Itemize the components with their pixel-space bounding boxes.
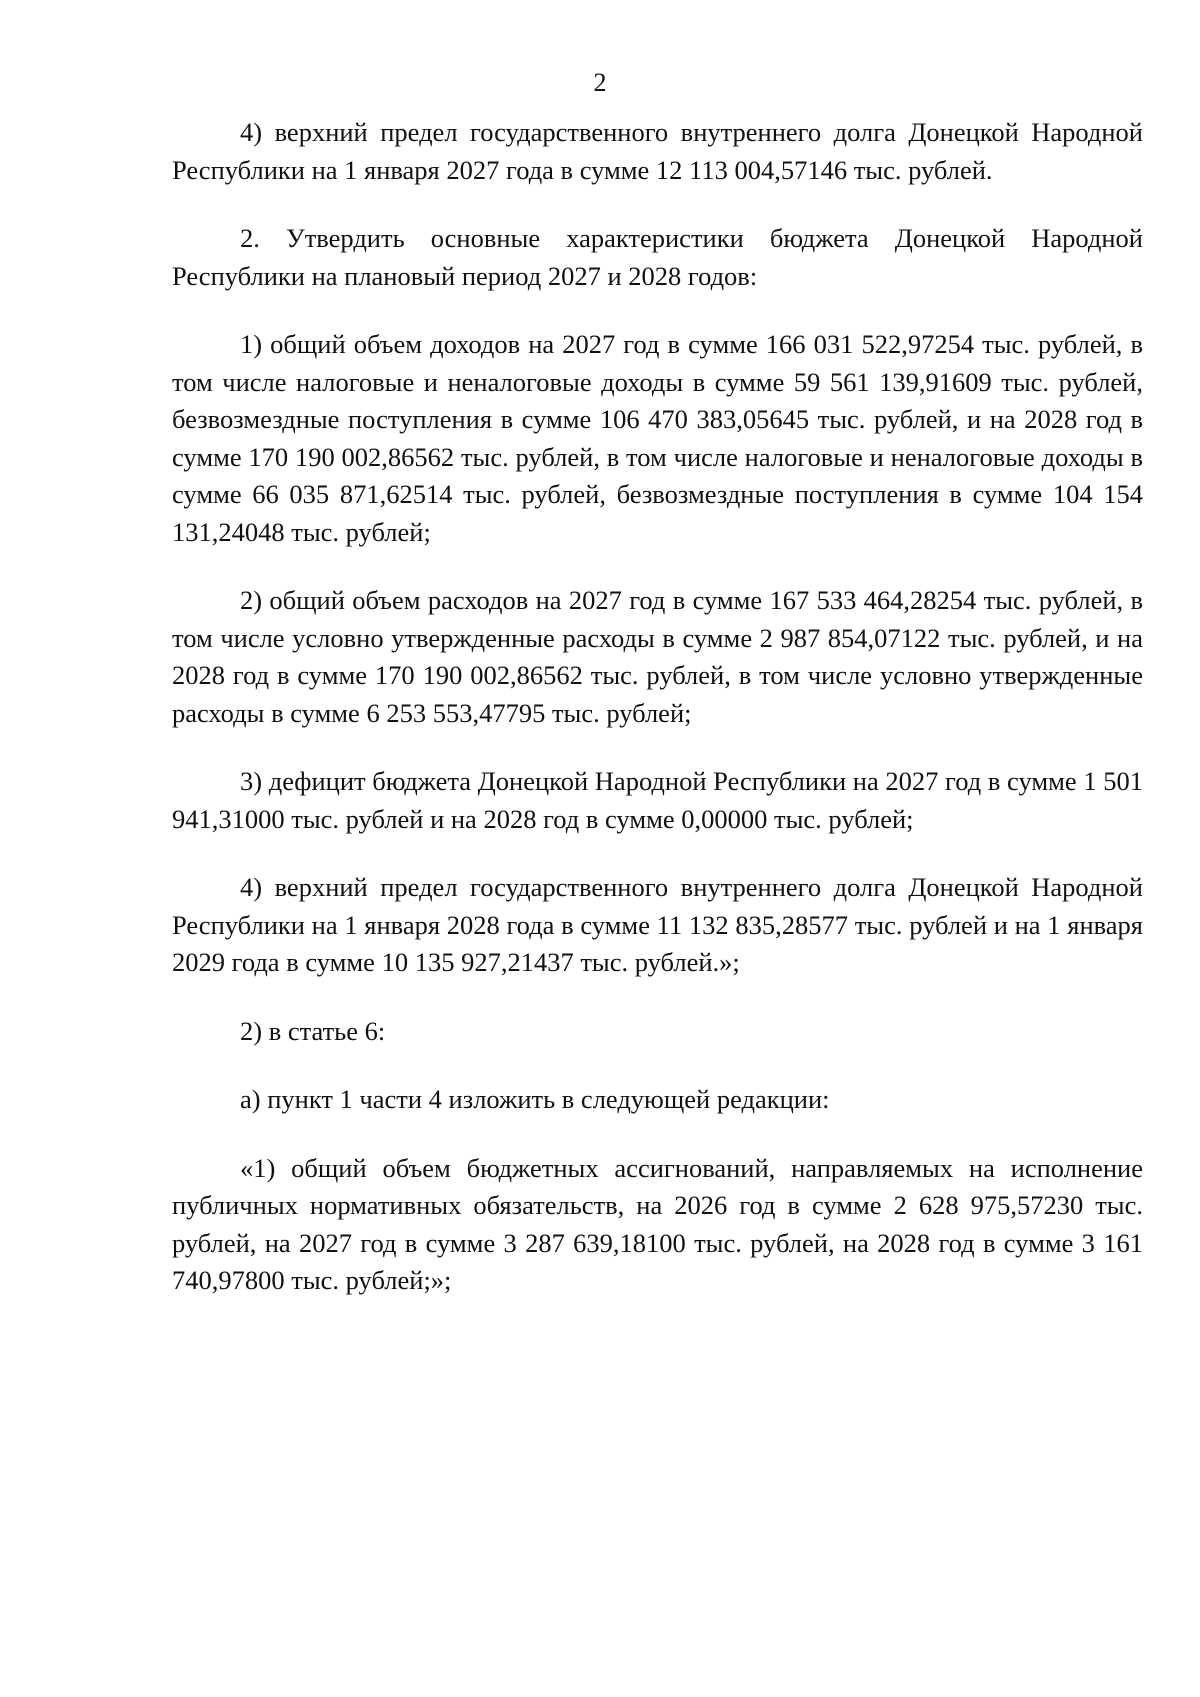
paragraph-budget-deficit: 3) дефицит бюджета Донецкой Народной Республики на 2027 год в сумме 1 501 941,31000 тыс. рублей и на 2028 год в сумме 0,00000 тыс. рублей; (172, 766, 1143, 834)
paragraph-debt-limit-2027: 4) верхний предел государственного внутреннего долга Донецкой Народной Республики на 1 января 2027 года в сумме 12 113 004,57146 тыс. рублей. (172, 117, 1143, 185)
page-number: 2 (593, 68, 607, 97)
paragraph-public-obligations: «1) общий объем бюджетных ассигнований, направляемых на исполнение публичных нормативных обязательств, на 2026 год в сумме 2 628 975,57230 тыс. рублей, на 2027 год в сумме 3 287 639,18100 тыс. рублей, на 2028 год в сумме 3 161 740,97800 тыс. рублей;»; (172, 1152, 1143, 1295)
paragraph-article-6: 2) в статье 6: (240, 1015, 386, 1046)
paragraph-clause-amendment: а) пункт 1 части 4 изложить в следующей редакции: (240, 1084, 830, 1114)
document-body (172, 114, 1143, 1300)
paragraph-budget-characteristics: 2. Утвердить основные характеристики бюджета Донецкой Народной Республики на плановый период 2027 и 2028 годов: (172, 223, 1143, 291)
paragraph-revenue-total: 1) общий объем доходов на 2027 год в сумме 166 031 522,97254 тыс. рублей, в том числе налоговые и неналоговые доходы в сумме 59 561 139,91609 тыс. рублей, безвозмездные поступления в сумме 106 470 383,05645 тыс. рублей, и на 2028 год в сумме 170 190 002,86562 тыс. рублей, в том числе налоговые и неналоговые доходы в сумме 66 035 871,62514 тыс. рублей, безвозмездные поступления в сумме 104 154 131,24048 тыс. рублей; (172, 329, 1143, 547)
paragraph-debt-limit-2028-2029: 4) верхний предел государственного внутреннего долга Донецкой Народной Республики на 1 января 2028 года в сумме 11 132 835,28577 тыс. рублей и на 1 января 2029 года в сумме 10 135 927,21437 тыс. рублей.»; (172, 872, 1143, 977)
paragraph-expenditure-total: 2) общий объем расходов на 2027 год в сумме 167 533 464,28254 тыс. рублей, в том числе условно утвержденные расходы в сумме 2 987 854,07122 тыс. рублей, и на 2028 год в сумме 170 190 002,86562 тыс. рублей, в том числе условно утвержденные расходы в сумме 6 253 553,47795 тыс. рублей; (172, 585, 1143, 728)
